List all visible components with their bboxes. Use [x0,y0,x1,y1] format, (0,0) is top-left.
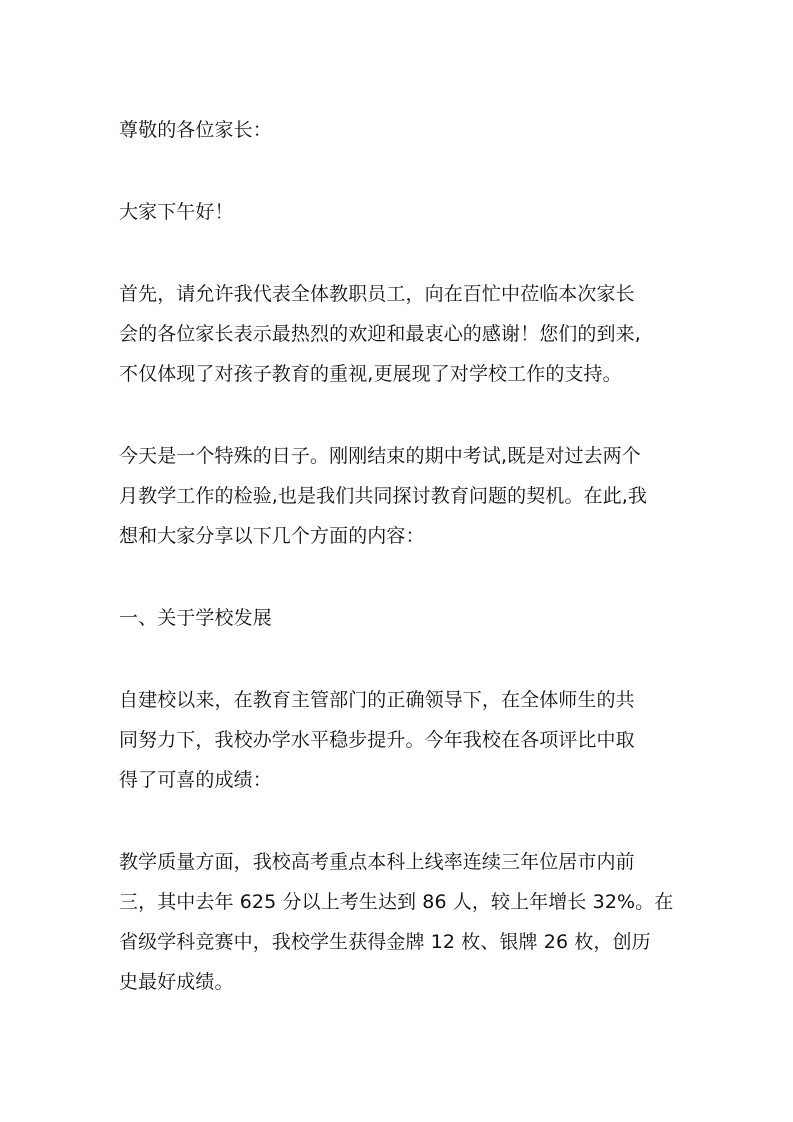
paragraph-gap [119,394,679,436]
quality-paragraph [119,842,679,1002]
intro-line-2: 会的各位家长表示最热烈的欢迎和最衷心的感谢！您们的到来, [119,323,641,345]
intro-line-3: 不仅体现了对孩子教育的重视,更展现了对学校工作的支持。 [119,363,622,385]
intro-paragraph [119,274,679,394]
development-paragraph [119,680,679,800]
development-line-3: 得了可喜的成绩： [119,769,272,791]
paragraph-gap [119,232,679,274]
document-body [119,110,679,1002]
section1-heading: 一、关于学校发展 [119,607,272,629]
intro-line-1: 首先，请允许我代表全体教职员工，向在百忙中莅临本次家长 [119,283,635,305]
today-line-2: 月教学工作的检验,也是我们共同探讨教育问题的契机。在此,我 [119,485,647,507]
today-line-3: 想和大家分享以下几个方面的内容： [119,525,425,547]
quality-line-2: 三，其中去年 625 分以上考生达到 86 人，较上年增长 32%。在 [119,891,674,913]
quality-line-3: 省级学科竞赛中，我校学生获得金牌 12 枚、银牌 26 枚，创历 [119,931,651,953]
development-line-2: 同努力下，我校办学水平稳步提升。今年我校在各项评比中取 [119,729,635,751]
paragraph-gap [119,800,679,842]
paragraph-gap [119,638,679,680]
development-line-1: 自建校以来，在教育主管部门的正确领导下，在全体师生的共 [119,689,635,711]
salutation [119,110,679,150]
paragraph-gap [119,556,679,598]
paragraph-gap [119,150,679,192]
greeting-line: 大家下午好！ [119,201,234,223]
quality-line-4: 史最好成绩。 [119,971,234,993]
quality-line-1: 教学质量方面，我校高考重点本科上线率连续三年位居市内前 [119,851,635,873]
today-line-1: 今天是一个特殊的日子。刚刚结束的期中考试,既是对过去两个 [119,445,641,467]
salutation-line: 尊敬的各位家长： [119,119,272,141]
section-heading [119,598,679,638]
today-paragraph [119,436,679,556]
greeting [119,192,679,232]
